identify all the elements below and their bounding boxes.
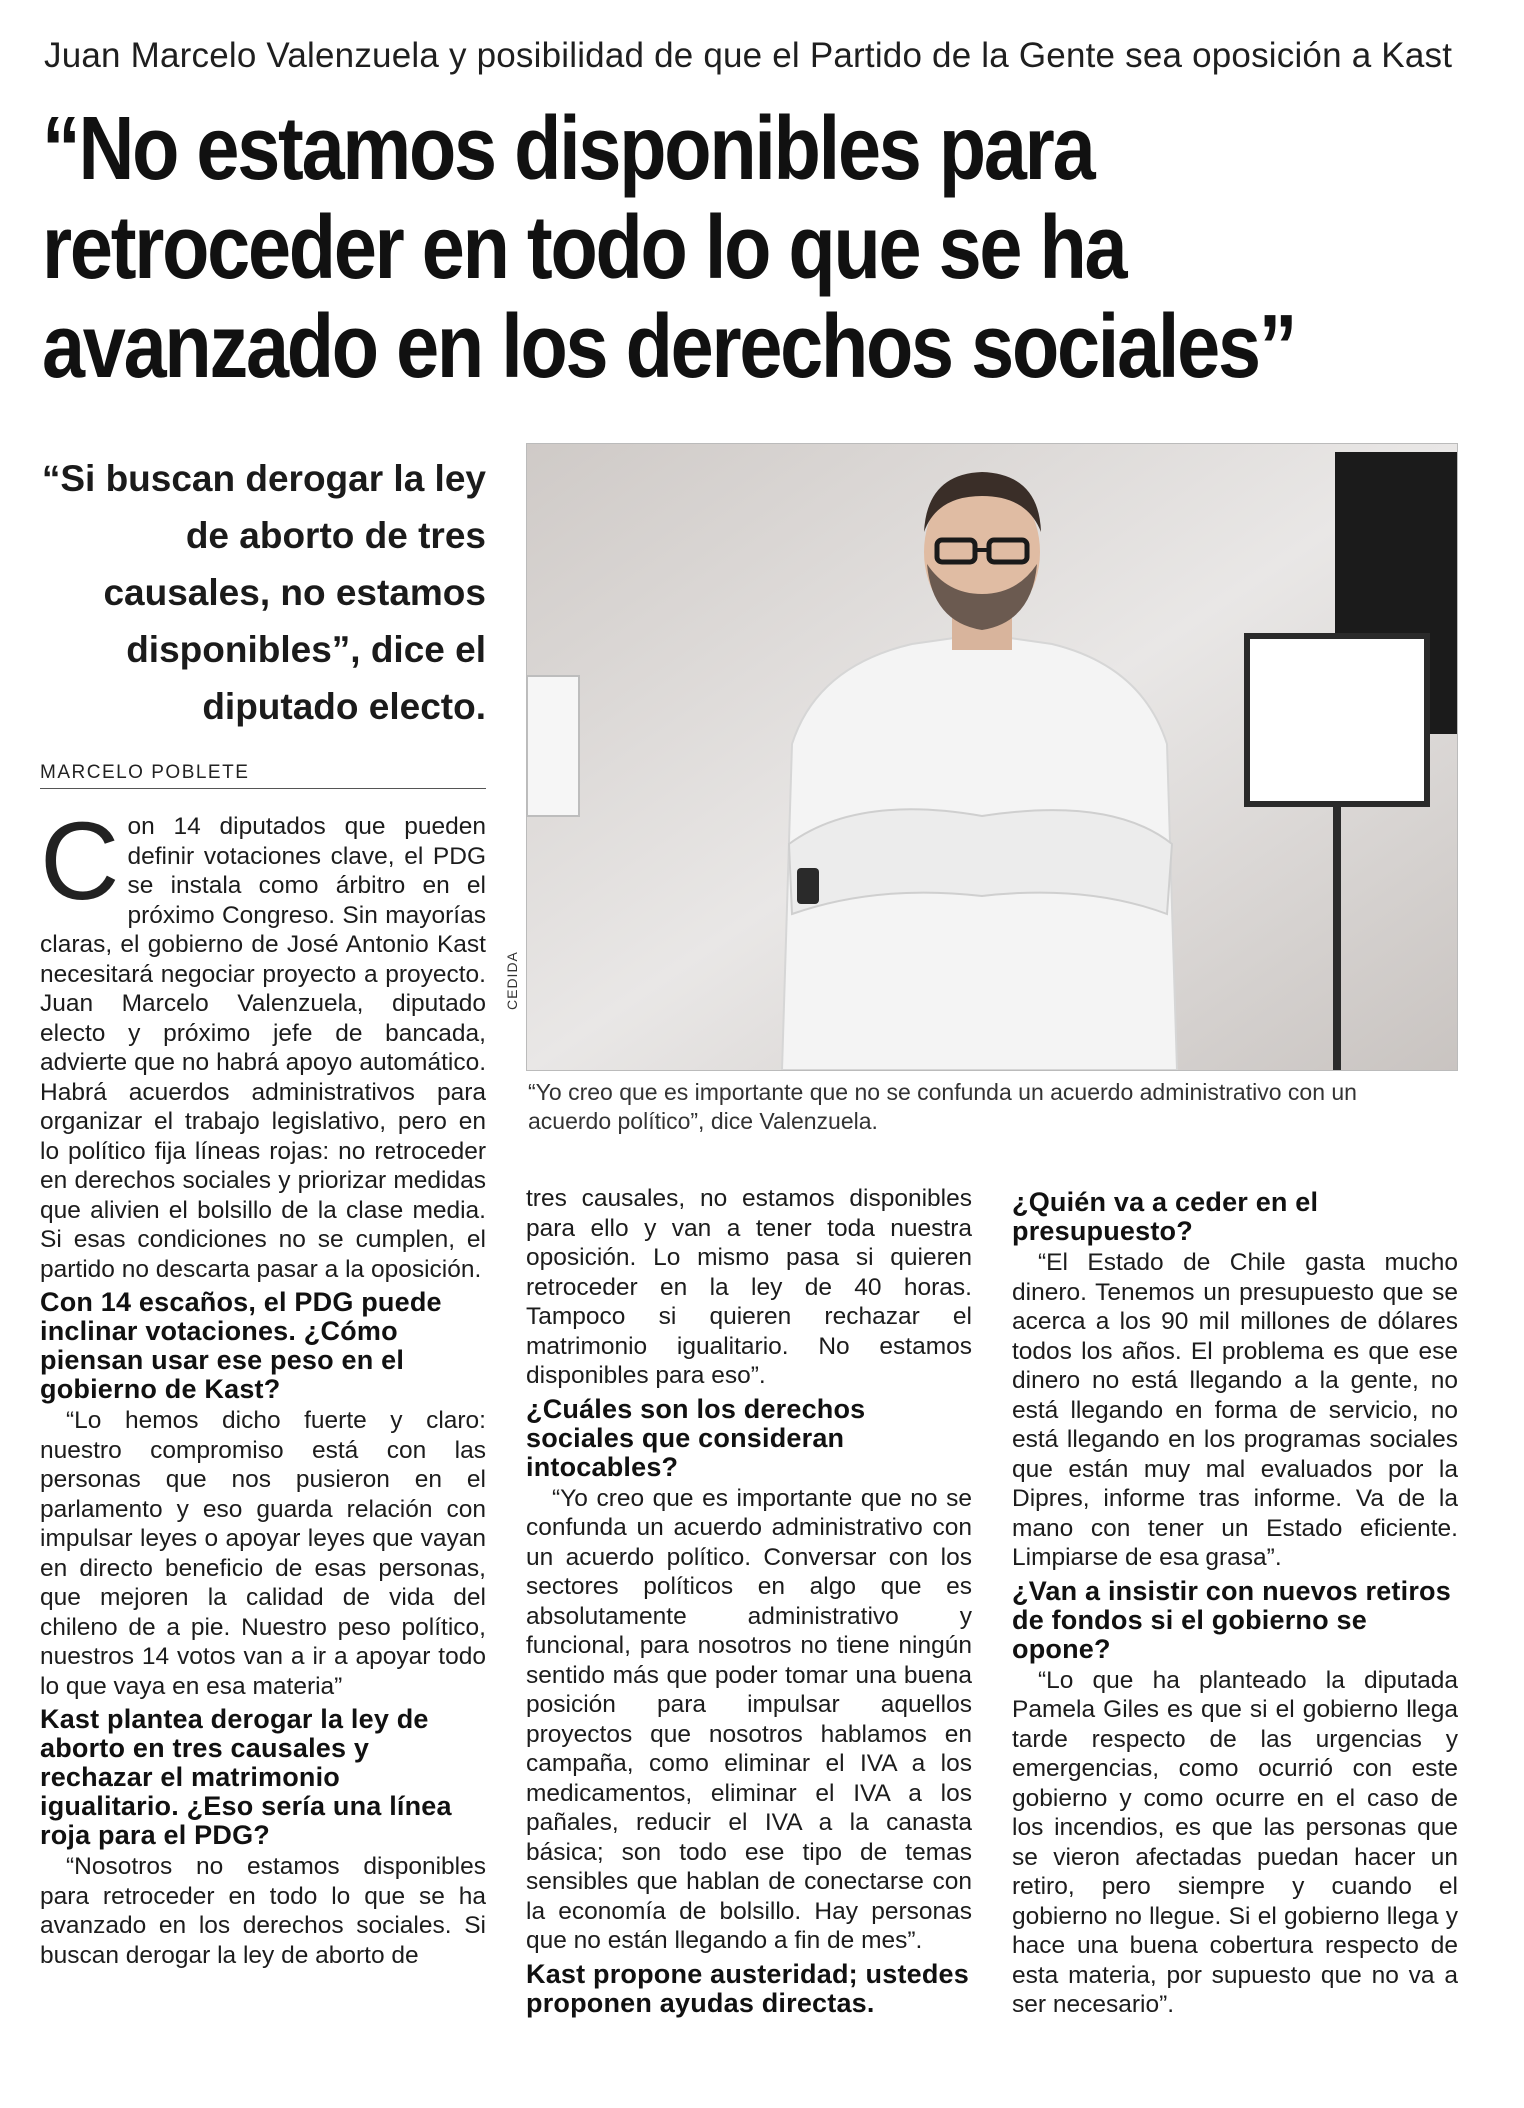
photo-caption: “Yo creo que es importante que no se confunda un acuerdo administrativo con un acuerdo político”, dice Valenzuela.	[528, 1079, 1357, 1134]
portrait-illustration	[527, 444, 1457, 1070]
intro-text: on 14 diputados que pueden definir votaciones clave, el PDG se instala como árbitro en el próximo Congreso. Sin mayorías claras, el gobierno de José Antonio Kast necesitará negociar proyecto a proyecto. Juan Marcelo Valenzuela, diputado electo y próximo jefe de bancada, advierte que no habrá apoyo automático. Habrá acuerdos administrativos para organizar el trabajo legislativo, pero en lo político fija líneas rojas: no retroceder en derechos sociales y priorizar medidas que alivien el bolsillo de la clase media. Si esas condiciones no se cumplen, el partido no descarta pasar a la oposición.	[40, 813, 486, 1283]
answer-5: “El Estado de Chile gasta mucho dinero. Tenemos un presupuesto que se acerca a los 90 mil millones de dólares todos los años. El problema es que ese dinero no está llegando a la gente, no está llegando en forma de servicio, no está llegando en los programas sociales que están muy mal evaluados por la Dipres, informe tras informe. Va de la mano con tener un Estado eficiente. Limpiarse de esa grasa”.	[1012, 1249, 1458, 1571]
article-lede: “Si buscan derogar la ley de aborto de tres causales, no estamos disponibles”, dice el diputado electo.	[41, 458, 486, 727]
question-4: Kast propone austeridad; ustedes proponen ayudas directas.	[526, 1958, 969, 2018]
intro-paragraph	[40, 800, 486, 1284]
answer-6: “Lo que ha planteado la diputada Pamela Giles es que si el gobierno llega tarde respecto de las urgencias y emergencias, como ocurrió con este gobierno y como ocurre en el caso de los incendios, es que las personas que se vieron afectadas puedan hacer un retiro, pero siempre y cuando el gobierno no llegue. Si el gobierno llega y hace una buena cobertura respecto de esta materia, por supuesto que no va a ser necesario”.	[1012, 1666, 1458, 2018]
article-column-3	[1012, 1184, 1458, 2020]
article-kicker: Juan Marcelo Valenzuela y posibilidad de que el Partido de la Gente sea oposición a Kast	[44, 36, 1453, 75]
question-1: Con 14 escaños, el PDG puede inclinar votaciones. ¿Cómo piensan usar ese peso en el gobierno de Kast?	[40, 1287, 442, 1404]
question-5: ¿Quién va a ceder en el presupuesto?	[1012, 1187, 1319, 1246]
question-3: ¿Cuáles son los derechos sociales que consideran intocables?	[526, 1393, 866, 1482]
photo-credit: CEDIDA	[504, 951, 520, 1010]
answer-2-part-2: tres causales, no estamos disponibles para ello y van a tener toda nuestra oposición. Lo mismo pasa si quieren retroceder en la ley de 40 horas. Tampoco si quieren rechazar el matrimonio igualitario. No estamos disponibles para eso”.	[526, 1185, 972, 1389]
question-2: Kast plantea derogar la ley de aborto en tres causales y rechazar el matrimonio igualitario. ¿Eso sería una línea roja para el PDG?	[40, 1704, 452, 1850]
question-6: ¿Van a insistir con nuevos retiros de fondos si el gobierno se opone?	[1012, 1575, 1451, 1664]
headline-line-1: “No estamos disponibles para	[42, 99, 1094, 199]
drop-cap: C	[40, 800, 120, 923]
headline-line-3: avanzado en los derechos sociales”	[42, 297, 1296, 397]
portrait-photo	[526, 443, 1458, 1071]
article-column-1	[40, 800, 486, 1970]
article-column-2	[526, 1184, 972, 2020]
article-headline	[42, 99, 1296, 397]
answer-2-part-1: “Nosotros no estamos disponibles para retroceder en todo lo que se ha avanzado en los derechos sociales. Si buscan derogar la ley de aborto de	[40, 1853, 486, 1969]
answer-1: “Lo hemos dicho fuerte y claro: nuestro compromiso está con las personas que nos pusieron en el parlamento y eso guarda relación con impulsar leyes o apoyar leyes que vayan en directo beneficio de esas personas, que mejoren la calidad de vida del chileno de a pie. Nuestro peso político, nuestros 14 votos van a ir a apoyar todo lo que vaya en esa materia”	[40, 1407, 486, 1700]
byline: MARCELO POBLETE	[40, 762, 486, 789]
headline-line-2: retroceder en todo lo que se ha	[42, 198, 1126, 298]
answer-3: “Yo creo que es importante que no se confunda un acuerdo administrativo con un acuerdo político. Conversar con los sectores políticos en algo que es absolutamente administrativo y funcional, para nosotros no tiene ningún sentido más que poder tomar una buena posición para impulsar aquellos proyectos que nosotros hablamos en campaña, como eliminar el IVA a los medicamentos, eliminar el IVA a los pañales, reducir el IVA a la canasta básica; son todo ese tipo de temas sensibles que hablan de conectarse con la economía de bolsillo. Hay personas que no están llegando a fin de mes”.	[526, 1484, 972, 1954]
